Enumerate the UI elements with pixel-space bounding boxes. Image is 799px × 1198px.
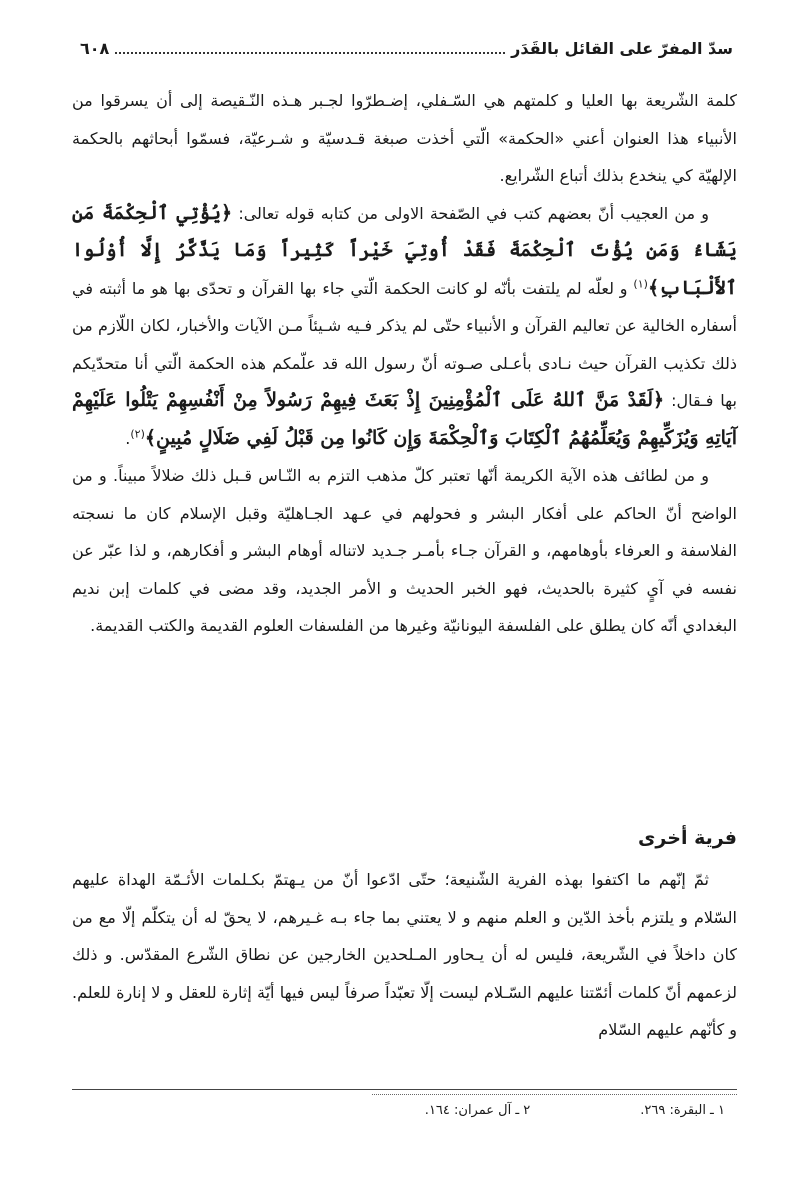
footnote-2: ٢ ـ آل عمران: ١٦٤. [424,1103,531,1118]
leader-dots [115,51,505,54]
section-paragraph: ثمّ إنّهم ما اكتفوا بهذه الفرية الشّنيعة؛ حتّى ادّعوا أنّ من يـهتمّ بكـلمات الأئـمّة الهداة عليهم السّلام و يلتزم بأخذ الدّين و العلم منهم و لا يعتني بما جاء بـه غـيرهم، لا يحقّ له أن يتكلّم إلّا مع من كان داخلاً في الشّريعة، فليس له أن يـحاور المـلحدين الخارجين عن نطاق الشّرع المقدّس. و ذلك لزعمهم أنّ كلمات أئمّتنا عليهم السّـلام ليست إلّا تعبّداً صرفاً ليس فيها أيّة إثارة للعقل و لا إنارة للعلم. و كأنّهم عليهم السّلام [72,870,737,1039]
paragraph-3: و من لطائف هذه الآية الكريمة أنّها تعتبر كلّ مذهب التزم به النّـاس قـبل ذلك ضلالاً مبيناً. و من الواضح أنّ الحاكم على أفكار البشر و فحولهم في عـهد الجـاهليّة وقبل الإسلام كان ما نسجته الفلاسفة و العرفاء بأوهامهم، و القرآن جـاء بأمـر جـديد لاتناله أوهام البشر و أفكارهم، و لذا عبّر عن نفسه في آيٍ كثيرة بالحديث، فهو الخبر الحديث و الأمر الجديد، وقد مضى في كلمات إبن نديم البغدادي أنّه كان يطلق على الفلسفة اليونانيّة وغيرها من الفلسفات العلوم القديمة والكتب القديمة. [72,466,737,635]
main-text [72,82,737,645]
quran-verse-2: ﴿لَقَدْ مَنَّ ٱللهُ عَلَى ٱلْمُؤْمِنِينَ إِذْ بَعَثَ فِيهِمْ رَسُولاً مِنْ أَنْفُسِهِمْ يَتْلُوا عَلَيْهِمْ آيَاتِهِ وَيُزَكِّيهِمْ وَيُعَلِّمُهُمُ ٱلْكِتَابَ وَٱلْحِكْمَةَ وَإِن كَانُوا مِن قَبْلُ لَفِي ضَلَالٍ مُبِينٍ﴾ [72,389,737,449]
paragraph-2-rest: و لعلّه لم يلتفت بأنّه لو كانت الحكمة الّتي جاء بها القرآن و تحدّى بها هو ما أثبته في أسفاره الخالية عن تعاليم القرآن و الأنبياء حتّى لم يذكر فـيه شـيئاً مـن الآيات والأخبار، لكان اللّازم من ذلك تكذيب القرآن حيث نـادى بأعـلى صـوته أنّ رسول الله قد علّمكم هذه الحكمة الّتي أنا متحدّيكم بها فـقال: [72,278,738,410]
paragraph-2-intro: و من العجيب أنّ بعضهم كتب في الصّفحة الاولى من كتابه قوله تعالى: [238,203,710,223]
running-header [72,34,737,60]
section-text [72,861,737,1049]
quran-verse-1: ﴿يُؤْتِي ٱلْحِكْمَةَ مَن يَشَاءُ وَمَن يُؤْتَ ٱلْحِكْمَةَ فَقَدْ أُوتِيَ خَيْراً كَثِيراً وَمَا يَذَّكَّرُ إِلَّا أُوْلُوا ٱلأَلْبَابِ﴾ [72,201,737,299]
section-heading: فرية أخرى [638,827,737,849]
paragraph-1: كلمة الشّريعة بها العليا و كلمتهم هي السّـفلي، إضـطرّوا لجـبر هـذه النّـقيصة إلى أن يسرقوا من الأنبياء هذا العنوان أعني «الحكمة» الّتي أخذت صبغة قـدسيّة و شـرعيّة، فسمّوا أبحاثهم بالحكمة الإلهيّة كي ينخدع بذلك أتباع الشّرايع. [72,91,737,185]
footnote-separator [72,1089,737,1090]
page-number: ٦٠٨ [80,39,110,58]
footnote-ref-2: (٢) [130,427,145,441]
chapter-title: سدّ المفرّ على القائل بالقَدَر [511,39,733,58]
footnote-ref-1: (١) [633,277,648,291]
paragraph-2: و من العجيب أنّ بعضهم كتب في الصّفحة الاولى من كتابه قوله تعالى: ﴿يُؤْتِي ٱلْحِكْمَةَ مَن يَشَاءُ وَمَن يُؤْتَ ٱلْحِكْمَةَ فَقَدْ أُوتِيَ خَيْراً كَثِيراً وَمَا يَذَّكَّرُ إِلَّا أُوْلُوا ٱلأَلْبَابِ﴾$^{(١)}$ و لعلّه لم يلتفت بأنّه لو كانت الحكمة الّتي جاء بها القرآن و تحدّى بها هو ما أثبته في أسفاره الخالية عن تعاليم القرآن و الأنبياء حتّى لم يذكر فـيه شـيئاً مـن الآيات والأخبار، لكان اللّازم من ذلك تكذيب القرآن حيث نـادى بأعـلى صـوته أنّ رسول الله قد علّمكم هذه الحكمة الّتي أنا متحدّيكم بها فـقال: ﴿لَقَدْ مَنَّ ٱللهُ عَلَى ٱلْمُؤْمِنِينَ إِذْ بَعَثَ فِيهِمْ رَسُولاً مِنْ أَنْفُسِهِمْ يَتْلُوا عَلَيْهِمْ آيَاتِهِ وَيُزَكِّيهِمْ وَيُعَلِّمُهُمُ ٱلْكِتَابَ وَٱلْحِكْمَةَ وَإِن كَانُوا مِن قَبْلُ لَفِي ضَلَالٍ مُبِينٍ﴾$^{(٢)}$. [72,201,738,449]
footnotes [72,1100,737,1122]
footnote-1: ١ ـ البقرة: ٢٦٩. [640,1103,725,1118]
book-page [72,0,737,1198]
footnote-separator-dotted [372,1094,737,1095]
